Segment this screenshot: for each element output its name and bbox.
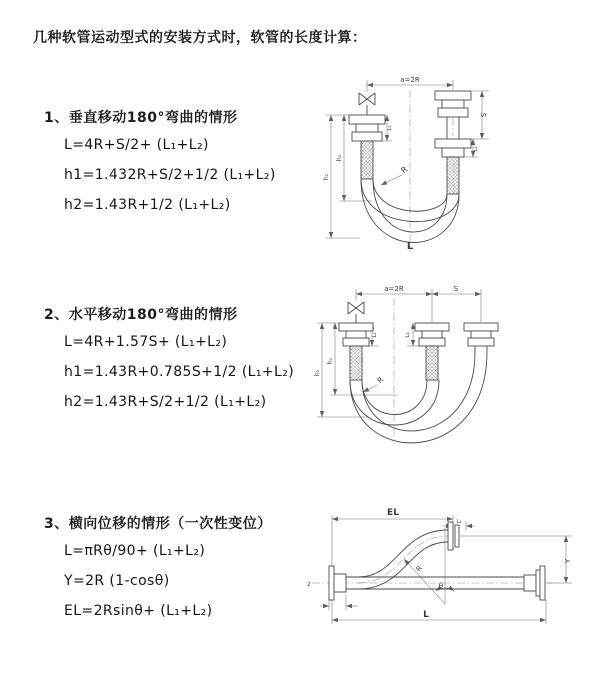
diagram-lateral-displacement bbox=[298, 498, 600, 633]
dim-label-L2: L₂ bbox=[405, 332, 411, 338]
section-2-formula-h2: h2=1.43R+S/2+1/2 (L₁+L₂) bbox=[64, 394, 267, 410]
dim-label-h1: h₁ bbox=[327, 357, 334, 365]
hose-lines bbox=[346, 530, 524, 589]
dim-label-S: S bbox=[453, 285, 459, 293]
dimension-lines bbox=[326, 80, 489, 238]
dim-label-S: S bbox=[480, 112, 488, 118]
dim-label-theta: θ bbox=[438, 582, 444, 590]
section-1-formula-h1: h1=1.432R+S/2+1/2 (L₁+L₂) bbox=[64, 167, 276, 183]
section-1-formula-L: L=4R+S/2+ (L₁+L₂) bbox=[64, 137, 209, 153]
valve-icon bbox=[359, 93, 375, 115]
dim-label-R: R bbox=[414, 564, 425, 574]
pipe-fittings bbox=[329, 522, 545, 600]
dim-label-Y: Y bbox=[564, 558, 572, 564]
section-3-heading: 3、横向位移的情形（一次性变位） bbox=[44, 516, 272, 532]
section-3-formula-Y: Y=2R (1-cosθ) bbox=[64, 573, 170, 589]
diagram-vertical-180-bend bbox=[310, 70, 592, 265]
section-3-formula-EL: EL=2Rsinθ+ (L₁+L₂) bbox=[64, 603, 213, 619]
dim-label-h2: h₂ bbox=[323, 173, 330, 181]
section-3-formula-L: L=πRθ/90+ (L₁+L₂) bbox=[64, 543, 206, 559]
dim-label-L1: L₁ bbox=[387, 125, 393, 131]
section-2-formula-L: L=4R+1.57S+ (L₁+L₂) bbox=[64, 334, 228, 350]
dim-label-a2R: a=2R bbox=[384, 285, 404, 293]
dimension-lines bbox=[317, 289, 481, 417]
diagram-horizontal-180-bend bbox=[306, 276, 598, 456]
section-2-heading: 2、水平移动180°弯曲的情形 bbox=[44, 307, 238, 323]
section-1-heading: 1、垂直移动180°弯曲的情形 bbox=[44, 110, 238, 126]
page-title: 几种软管运动型式的安装方式时，软管的长度计算： bbox=[33, 30, 367, 46]
dim-label-L: L bbox=[406, 241, 414, 252]
section-1-formula-h2: h2=1.43R+1/2 (L₁+L₂) bbox=[64, 197, 231, 213]
dimension-lines bbox=[320, 515, 572, 624]
dim-label-h1: h₁ bbox=[336, 154, 343, 162]
centerline bbox=[312, 536, 558, 583]
dim-label-a2R: a=2R bbox=[400, 76, 420, 84]
dim-label-EL: EL bbox=[387, 508, 399, 518]
hose-curves bbox=[350, 352, 487, 443]
dim-label-L: L bbox=[423, 610, 429, 620]
section-2-formula-h1: h1=1.43R+0.785S+1/2 (L₁+L₂) bbox=[64, 364, 295, 380]
dim-label-h2: h₂ bbox=[314, 369, 321, 377]
dim-label-L1: L₁ bbox=[372, 332, 378, 338]
dim-label-R: R bbox=[375, 374, 386, 386]
dim-label-L2: L₂ bbox=[473, 146, 479, 152]
dim-label-L1: L₁ bbox=[456, 519, 462, 525]
dim-label-R: R bbox=[399, 164, 410, 176]
valve-icon bbox=[348, 302, 364, 323]
centerline-mark: z bbox=[307, 580, 311, 588]
